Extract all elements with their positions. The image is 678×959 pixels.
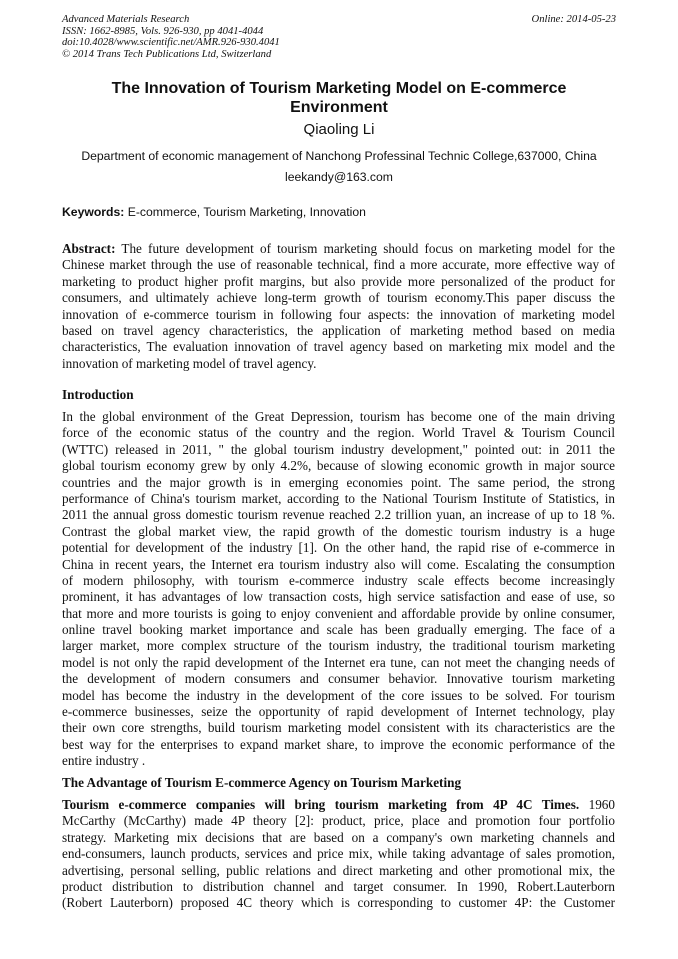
text-line: [62, 830, 615, 846]
text-line: [62, 622, 615, 638]
text-line: [62, 458, 615, 474]
journal-header: [62, 14, 280, 60]
affiliation: Department of economic management of Nanchong Professinal Technic College,637000, China: [81, 149, 597, 163]
line-text: product distribution to distribution channel and target consumer. In 1990, Robert.Lauterborn: [62, 878, 615, 894]
line-text: force of the economic status of the country and the region. World Travel & Tourism Council: [62, 425, 615, 441]
abstract: [62, 241, 615, 372]
lead-label: Abstract:: [62, 241, 116, 256]
text-line: [62, 356, 615, 372]
introduction-body: [62, 409, 615, 770]
text-line: [62, 813, 615, 829]
text-line: [62, 573, 615, 589]
text-line: [62, 507, 615, 523]
keywords-text: E-commerce, Tourism Marketing, Innovation: [124, 205, 366, 219]
line-text: Contrast the global market view, the rapid growth of the domestic tourism industry is a huge: [62, 523, 615, 539]
title-line: The Innovation of Tourism Marketing Model on E-commerce: [111, 80, 567, 97]
text-line: [62, 879, 615, 895]
text-line: [62, 475, 615, 491]
text-line: [62, 606, 615, 622]
line-text: The future development of tourism marketing should focus on marketing model for the: [115, 241, 615, 256]
line-text: China in recent years, the Internet era tourism industry also will come. Escalating the consumption: [62, 556, 615, 572]
text-line: [62, 442, 615, 458]
line-text: advertising, personal selling, public relations and direct marketing and other promotional mix, the: [62, 862, 615, 878]
title-line: Environment: [290, 98, 388, 116]
line-text: online travel booking market importance and scale has been gradually emerging. The face of a: [62, 622, 615, 638]
line-text: model is not only the rapid development of the Internet era tune, can not meet the changing needs of: [62, 654, 615, 670]
line-text: performance of China's tourism market, according to the National Tourism Institute of Statistics, in: [62, 490, 615, 506]
line-text: global tourism economy grew by only 4.2%, because of slowing economic growth in major source: [62, 458, 615, 474]
text-line: [62, 290, 615, 306]
line-text: of modern philosophy, with tourism e-commerce industry scale effects become increasingly: [62, 572, 615, 588]
author: Qiaoling Li: [303, 121, 375, 138]
text-line: [62, 638, 615, 654]
line-text: that more and more tourists is going to enjoy convenient and affordable provide by online consumer,: [62, 605, 615, 621]
line-text: entire industry .: [62, 753, 146, 769]
text-line: [62, 895, 615, 911]
line-text: strategy. Marketing mix decisions that are based on a company's own marketing channels and: [62, 829, 615, 845]
text-line: [62, 671, 615, 687]
text-line: [62, 409, 615, 425]
line-text: (WTTC) released in 2011, " the global tourism industry development," pointed out: in 2011 the: [62, 441, 615, 457]
line-text: characteristics, The evaluation innovation of travel agency based on marketing mix model and the: [62, 339, 615, 355]
line-text: model has become the industry in the development of the core issues to be solved. For tourism: [62, 687, 615, 703]
line-text: 2011 the annual gross domestic tourism revenue reached 2.2 trillion yuan, an increase of up to 18 %.: [62, 507, 615, 523]
text-line: [62, 846, 615, 862]
lead-label: Tourism e-commerce companies will bring tourism marketing from 4P 4C Times.: [62, 797, 580, 812]
text-line: [62, 524, 615, 540]
text-line: [62, 720, 615, 736]
online-date: Online: 2014-05-23: [531, 14, 616, 25]
text-line: [62, 655, 615, 671]
line-text: consumers, and ultimately achieve long-term growth of tourism economy.This paper discuss the: [62, 290, 615, 306]
line-text: the development of modern consumers and consumer behavior. Innovative tourism marketing: [62, 671, 615, 687]
text-line: [62, 737, 615, 753]
line-text: their own core strengths, build tourism marketing model consistent with its characteristics are the: [62, 720, 615, 736]
line-text: prominent, it has advantages of low transaction costs, high service satisfaction and ease of use, so: [62, 589, 615, 605]
text-line: [62, 339, 615, 355]
line-text: e-commerce businesses, seize the opportunity of rapid development of Internet technology, play: [62, 704, 615, 720]
introduction-heading: Introduction: [62, 387, 134, 402]
line-text: end-consumers, launch products, services and price mix, while taking advantage of sales promotion,: [62, 846, 615, 862]
text-line: [62, 863, 615, 879]
line-text: 1960: [579, 797, 615, 812]
line-text: larger market, more complex structure of the tourism industry, the traditional tourism marketing: [62, 638, 615, 654]
text-line: [62, 540, 615, 556]
line-text: McCarthy (McCarthy) made 4P theory [2]: product, price, place and promotion four portfolio: [62, 813, 615, 829]
line-text: Chinese market through the use of reasonable technical, find a more accurate, more effective way of: [62, 257, 615, 273]
issn: ISSN: 1662-8985, Vols. 926-930, pp 4041-4044: [62, 25, 264, 37]
text-line: [62, 425, 615, 441]
text-line: [62, 307, 615, 323]
advantage-body: [62, 797, 615, 912]
line-text: innovation of marketing model of travel agency.: [62, 355, 317, 371]
text-line: [62, 753, 615, 769]
text-line: [62, 557, 615, 573]
keywords-label: Keywords:: [62, 205, 125, 219]
line-text: potential for development of the industry [1]. On the other hand, the rapid rise of e-commerce in: [62, 540, 615, 556]
line-text: countries and the major growth is in emerging economies point. The same period, the strong: [62, 474, 615, 490]
text-line: [62, 241, 615, 257]
text-line: [62, 323, 615, 339]
line-text: In the global environment of the Great Depression, tourism has become one of the main driving: [62, 409, 615, 424]
paper-title: [0, 80, 678, 117]
text-line: [62, 797, 615, 813]
line-text: based on travel agency characteristics, the application of marketing method based on media: [62, 322, 615, 338]
journal-name: Advanced Materials Research: [62, 14, 190, 25]
line-text: best way for the enterprises to expand market share, to improve the economic performance of the: [62, 736, 615, 752]
line-text: marketing to product higher profit margins, but also provide more personalized of the product for: [62, 273, 615, 289]
email: leekandy@163.com: [285, 170, 393, 184]
text-line: [62, 688, 615, 704]
text-line: [62, 274, 615, 290]
text-line: [62, 589, 615, 605]
text-line: [62, 491, 615, 507]
line-text: innovation of e-commerce tourism in following four aspects: the innovation of marketing model: [62, 306, 615, 322]
line-text: (Robert Lauterborn) proposed 4C theory which is corresponding to customer 4P: the Customer: [62, 895, 615, 911]
copyright: © 2014 Trans Tech Publications Ltd, Switzerland: [62, 48, 272, 60]
keywords: [62, 205, 366, 220]
text-line: [62, 257, 615, 273]
text-line: [62, 704, 615, 720]
doi: doi:10.4028/www.scientific.net/AMR.926-930.4041: [62, 37, 280, 49]
advantage-heading: The Advantage of Tourism E-commerce Agency on Tourism Marketing: [62, 775, 462, 790]
